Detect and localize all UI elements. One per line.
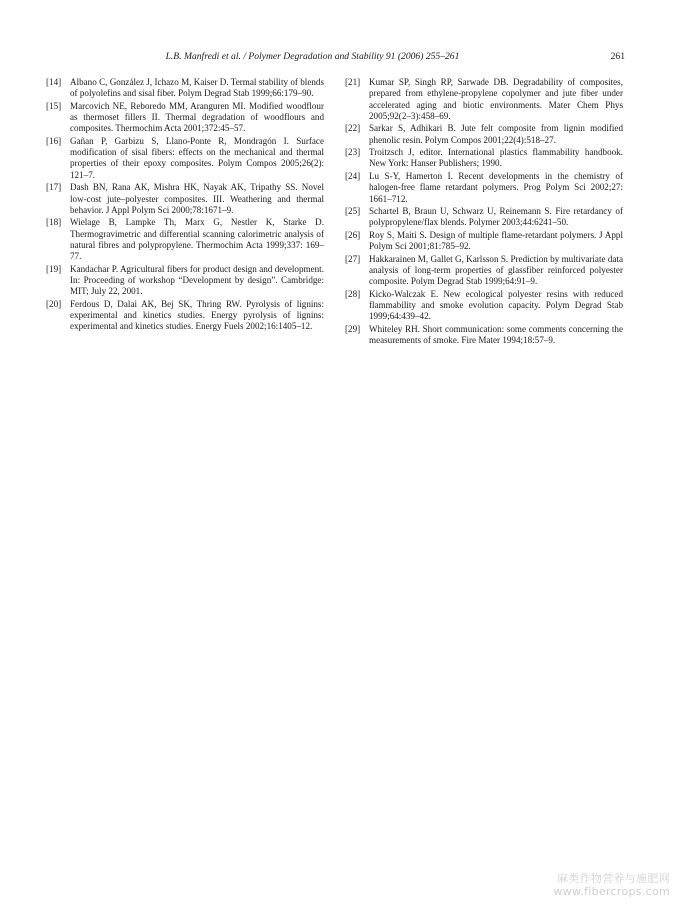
reference-item: [46, 135, 324, 181]
reference-text: Gañan P, Garbizu S, Llano-Ponte R, Mondragón I. Surface modification of sisal fibers: effects on the mechanical and thermal properties of their epoxy composites. Polym Compos 2005;26(2): 121–7.: [70, 135, 324, 180]
reference-number: [17]: [46, 182, 62, 193]
reference-item: [345, 77, 623, 122]
reference-item: [345, 123, 623, 146]
reference-text: Ferdous D, Dalai AK, Bej SK, Thring RW. Pyrolysis of lignins: experimental and kinetics studies. Energy pyrolysis of lignins: experimental and kinetics studies. Energy Fuels 2002;16:1405–12.: [70, 298, 324, 332]
reference-number: [22]: [345, 123, 361, 134]
reference-item: [345, 288, 623, 323]
reference-text: Troitzsch J, editor. International plastics flammability handbook. New York: Hanser Publishers; 1990.: [369, 147, 623, 169]
reference-item: [345, 170, 623, 205]
reference-item: [46, 77, 324, 100]
reference-item: [46, 263, 324, 298]
reference-number: [28]: [345, 288, 361, 299]
reference-number: [29]: [345, 323, 361, 334]
page-number: 261: [610, 51, 625, 62]
reference-item: [46, 100, 324, 135]
reference-item: [345, 147, 623, 170]
reference-text: Whiteley RH. Short communication: some comments concerning the measurements of smoke. Fire Mater 1994;18:57–9.: [369, 323, 623, 346]
reference-item: [345, 229, 623, 253]
reference-number: [15]: [46, 100, 62, 111]
reference-text: Lu S-Y, Hamerton I. Recent developments in the chemistry of halogen-free flame retardant polymers. Prog Polym Sci 2002;27: 1661–712.: [369, 170, 623, 204]
reference-number: [16]: [46, 135, 62, 146]
reference-number: [27]: [345, 253, 361, 264]
reference-text: Kumar SP, Singh RP, Sarwade DB. Degradability of composites, prepared from ethylene-propylene copolymer and jute fiber under accelerated aging and biotic environments. Mater Chem Phys 2005;92(2–3):458–69.: [369, 77, 623, 121]
reference-item: [46, 182, 324, 216]
reference-text: Kicko-Walczak E. New ecological polyester resins with reduced flammability and smoke evolution capacity. Polym Degrad Stab 1999;64:439–42.: [369, 288, 623, 322]
reference-text: Schartel B, Braun U, Schwarz U, Reinemann S. Fire retardancy of polypropylene/flax blends. Polymer 2003;44:6241–50.: [369, 206, 623, 228]
reference-item: [345, 253, 623, 288]
reference-item: [345, 206, 623, 229]
reference-text: Kandachar P. Agricultural fibers for product design and development. In: Proceeding of workshop “Development by design”. Cambridge: MIT; July 22, 2001.: [70, 263, 324, 297]
reference-number: [23]: [345, 147, 361, 158]
reference-number: [25]: [345, 206, 361, 217]
reference-number: [20]: [46, 298, 62, 309]
reference-item: [46, 298, 324, 333]
running-header: [40, 50, 625, 64]
reference-text: Albano C, González J, Ichazo M, Kaiser D. Termal stability of blends of polyolefins and sisal fiber. Polym Degrad Stab 1999;66:179–90.: [70, 77, 324, 99]
reference-number: [26]: [345, 229, 361, 240]
site-watermark: 麻类作物营养与施肥网 www.fibercrops.com: [553, 872, 670, 898]
reference-item: [345, 323, 623, 347]
reference-text: Wielage B, Lampke Th, Marx G, Nestler K, Starke D. Thermogravimetric and differential scanning calorimetric analysis of natural fibres and polypropylene. Thermochim Acta 1999;337: 169–77.: [70, 217, 324, 262]
reference-number: [24]: [345, 170, 361, 181]
references-left-column: [46, 77, 324, 334]
reference-number: [21]: [345, 77, 361, 87]
reference-text: Sarkar S, Adhikari B. Jute felt composite from lignin modified phenolic resin. Polym Compos 2001;22(4):518–27.: [369, 123, 623, 145]
reference-number: [18]: [46, 217, 62, 228]
references-right-column: [345, 77, 623, 348]
reference-text: Marcovich NE, Reboredo MM, Aranguren MI. Modified woodflour as thermoset fillers II. Thermal degradation of woodflours and composites. Thermochim Acta 2001;372:45–57.: [70, 100, 324, 134]
reference-text: Hakkarainen M, Gallet G, Karlsson S. Prediction by multivariate data analysis of long-term properties of glassfiber reinforced polyester composite. Polym Degrad Stab 1999;64:91–9.: [369, 253, 623, 287]
reference-number: [19]: [46, 263, 62, 274]
reference-text: Roy S, Maiti S. Design of multiple flame-retardant polymers. J Appl Polym Sci 2001;81:785–92.: [369, 229, 623, 252]
reference-item: [46, 217, 324, 262]
running-title: L.B. Manfredi et al. / Polymer Degradation and Stability 91 (2006) 255–261: [165, 51, 460, 62]
reference-number: [14]: [46, 77, 62, 87]
reference-text: Dash BN, Rana AK, Mishra HK, Nayak AK, Tripathy SS. Novel low-cost jute–polyester composites. III. Weathering and thermal behavior. J Appl Polym Sci 2000;78:1671–9.: [70, 182, 324, 215]
